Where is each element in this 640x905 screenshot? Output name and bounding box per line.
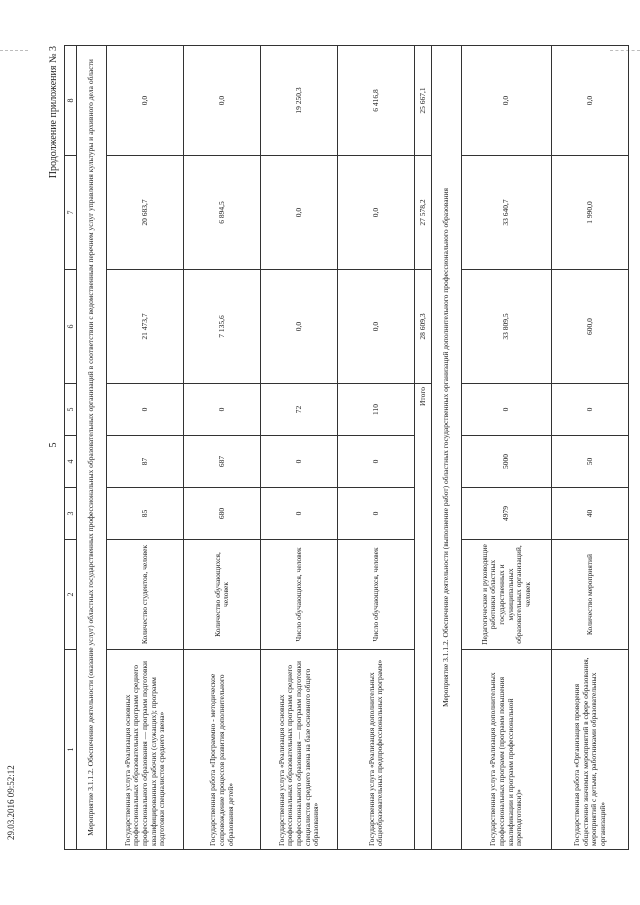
value-cell: 0: [462, 384, 552, 436]
value-cell: 0: [261, 436, 338, 488]
value-cell: 0,0: [261, 270, 338, 384]
table-row: [552, 46, 629, 850]
header-cell: 5: [65, 384, 77, 436]
scan-line-left: [0, 50, 28, 51]
value-cell: 33 809,5: [462, 270, 552, 384]
print-timestamp: 29.03.2016 09:52:12: [6, 765, 16, 840]
value-cell: 0,0: [462, 46, 552, 156]
value-cell: 6 894,5: [184, 156, 261, 270]
value-cell: 0,0: [338, 156, 415, 270]
total-value: 27 578,2: [415, 156, 432, 270]
value-cell: 687: [184, 436, 261, 488]
service-name: Государственная работа «Программно - методическое сопровождение процессов развития дополнительного образования детей»: [184, 650, 261, 850]
indicator-name: Число обучающихся, человек: [261, 540, 338, 650]
service-name: Государственная услуга «Реализация основных профессиональных образовательных программ среднего профессионального образования — программ подготовки квалифицированных рабочих (служащих); программ подготовки специалистов среднего звена»: [107, 650, 184, 850]
section-title: Мероприятие 3.1.1.2. Обеспечение деятельности (оказание услуг) областных государственных профессиональных образовательных организаций в соответствии с ведомственным перечнем услуг управления культуры и архивного дела области: [77, 46, 107, 850]
value-cell: 21 473,7: [107, 270, 184, 384]
value-cell: 85: [107, 488, 184, 540]
table-row: [184, 46, 261, 850]
value-cell: 72: [261, 384, 338, 436]
value-cell: 7 135,6: [184, 270, 261, 384]
value-cell: 0: [552, 384, 629, 436]
section-row: [432, 46, 462, 850]
header-cell: 7: [65, 156, 77, 270]
indicator-name: Педагогические и руководящие работники областных государственных и муниципальных образовательных организаций, человек: [462, 540, 552, 650]
header-cell: 3: [65, 488, 77, 540]
rotated-page: [48, 40, 628, 850]
value-cell: 20 683,7: [107, 156, 184, 270]
total-row: [415, 46, 432, 850]
value-cell: 0: [338, 436, 415, 488]
value-cell: 0,0: [261, 156, 338, 270]
table-row: [462, 46, 552, 850]
indicator-name: Число обучающихся, человек: [338, 540, 415, 650]
indicator-name: Количество мероприятий: [552, 540, 629, 650]
value-cell: 0,0: [552, 46, 629, 156]
appendix-label: Продолжение приложения № 3: [48, 46, 59, 179]
value-cell: 40: [552, 488, 629, 540]
value-cell: 0,0: [338, 270, 415, 384]
value-cell: 0: [107, 384, 184, 436]
value-cell: 0,0: [184, 46, 261, 156]
service-name: Государственная работа «Организация проведения общественно значимых мероприятий в сфере образования, мероприятий с детьми, работниками образовательных организаций»: [552, 650, 629, 850]
value-cell: 600,0: [552, 270, 629, 384]
header-cell: 1: [65, 650, 77, 850]
page-header: [48, 40, 64, 850]
indicator-name: Количество обучающихся, человек: [184, 540, 261, 650]
value-cell: 5000: [462, 436, 552, 488]
section-row: [77, 46, 107, 850]
total-value: 28 609,3: [415, 270, 432, 384]
value-cell: 110: [338, 384, 415, 436]
header-row: [65, 46, 77, 850]
table-row: [107, 46, 184, 850]
value-cell: 4979: [462, 488, 552, 540]
table-row: [261, 46, 338, 850]
value-cell: 87: [107, 436, 184, 488]
value-cell: 680: [184, 488, 261, 540]
value-cell: 50: [552, 436, 629, 488]
value-cell: 0: [261, 488, 338, 540]
value-cell: 0: [338, 488, 415, 540]
service-name: Государственная услуга «Реализация дополнительных профессиональных программ (программ повышения квалификации и программ профессиональной переподготовки)»: [462, 650, 552, 850]
service-name: Государственная услуга «Реализация дополнительных общеобразовательных предпрофессиональных программ»: [338, 650, 415, 850]
table-row: [338, 46, 415, 850]
budget-table: [64, 45, 629, 850]
value-cell: 0,0: [107, 46, 184, 156]
page-number: 5: [48, 442, 59, 448]
indicator-name: Количество студентов, человек: [107, 540, 184, 650]
header-cell: 8: [65, 46, 77, 156]
header-cell: 6: [65, 270, 77, 384]
total-label: Итого: [415, 384, 432, 850]
service-name: Государственная услуга «Реализация основных профессиональных образовательных программ среднего профессионального образования — программ подготовки специалистов среднего звена на базе основного общего образования»: [261, 650, 338, 850]
header-cell: 2: [65, 540, 77, 650]
value-cell: 6 416,8: [338, 46, 415, 156]
value-cell: 33 640,7: [462, 156, 552, 270]
total-value: 25 667,1: [415, 46, 432, 156]
value-cell: 1 990,0: [552, 156, 629, 270]
section-title: Мероприятие 3.1.1.2. Обеспечение деятельности (выполнение работ) областных государственных организаций дополнительного профессионального образования: [432, 46, 462, 850]
value-cell: 0: [184, 384, 261, 436]
header-cell: 4: [65, 436, 77, 488]
value-cell: 19 250,3: [261, 46, 338, 156]
